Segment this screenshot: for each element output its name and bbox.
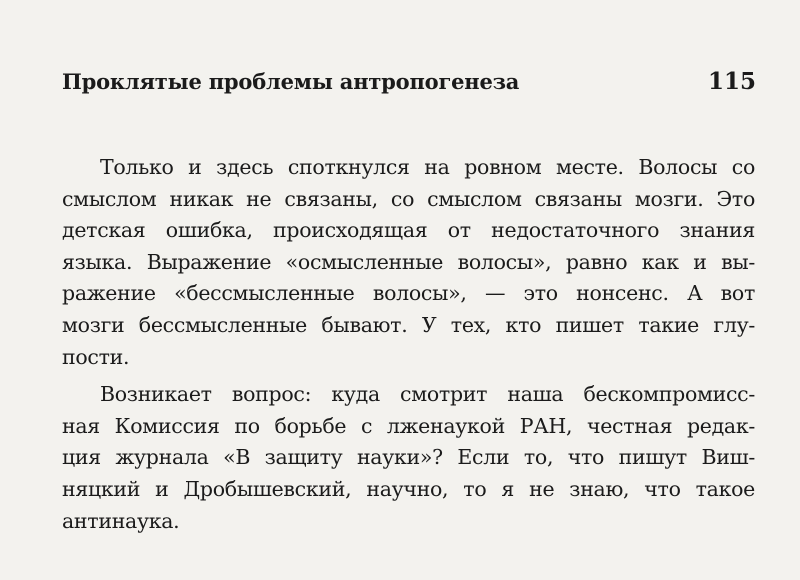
running-title: Проклятые проблемы антропогенеза	[62, 69, 520, 94]
text-line: Возникает вопрос: куда смотрит наша бескомпромисс-	[100, 382, 755, 407]
text-line: детская ошибка, происходящая от недостаточного знания	[62, 218, 755, 243]
text-line: языка. Выражение «осмысленные волосы», равно как и вы-	[62, 249, 755, 274]
paragraph	[62, 379, 755, 537]
page-number: 115	[707, 68, 756, 95]
page-header	[62, 68, 756, 95]
body-text	[62, 152, 755, 537]
text-line: ная Комиссия по борьбе с лженаукой РАН, честная редак-	[62, 413, 755, 438]
text-line: ция журнала «В защиту науки»? Если то, что пишут Виш-	[62, 445, 755, 470]
text-line: смыслом никак не связаны, со смыслом связаны мозги. Это	[62, 186, 755, 211]
paragraph	[62, 152, 755, 373]
text-line: мозги бессмысленные бывают. У тех, кто пишет такие глу-	[62, 312, 755, 337]
text-line: няцкий и Дробышевский, научно, то я не знаю, что такое	[62, 476, 755, 501]
text-line: пости.	[62, 344, 130, 369]
text-line: антинаука.	[62, 508, 180, 533]
text-line: Только и здесь споткнулся на ровном месте. Волосы со	[100, 155, 755, 179]
text-line: ражение «бессмысленные волосы», — это нонсенс. А вот	[62, 281, 755, 306]
